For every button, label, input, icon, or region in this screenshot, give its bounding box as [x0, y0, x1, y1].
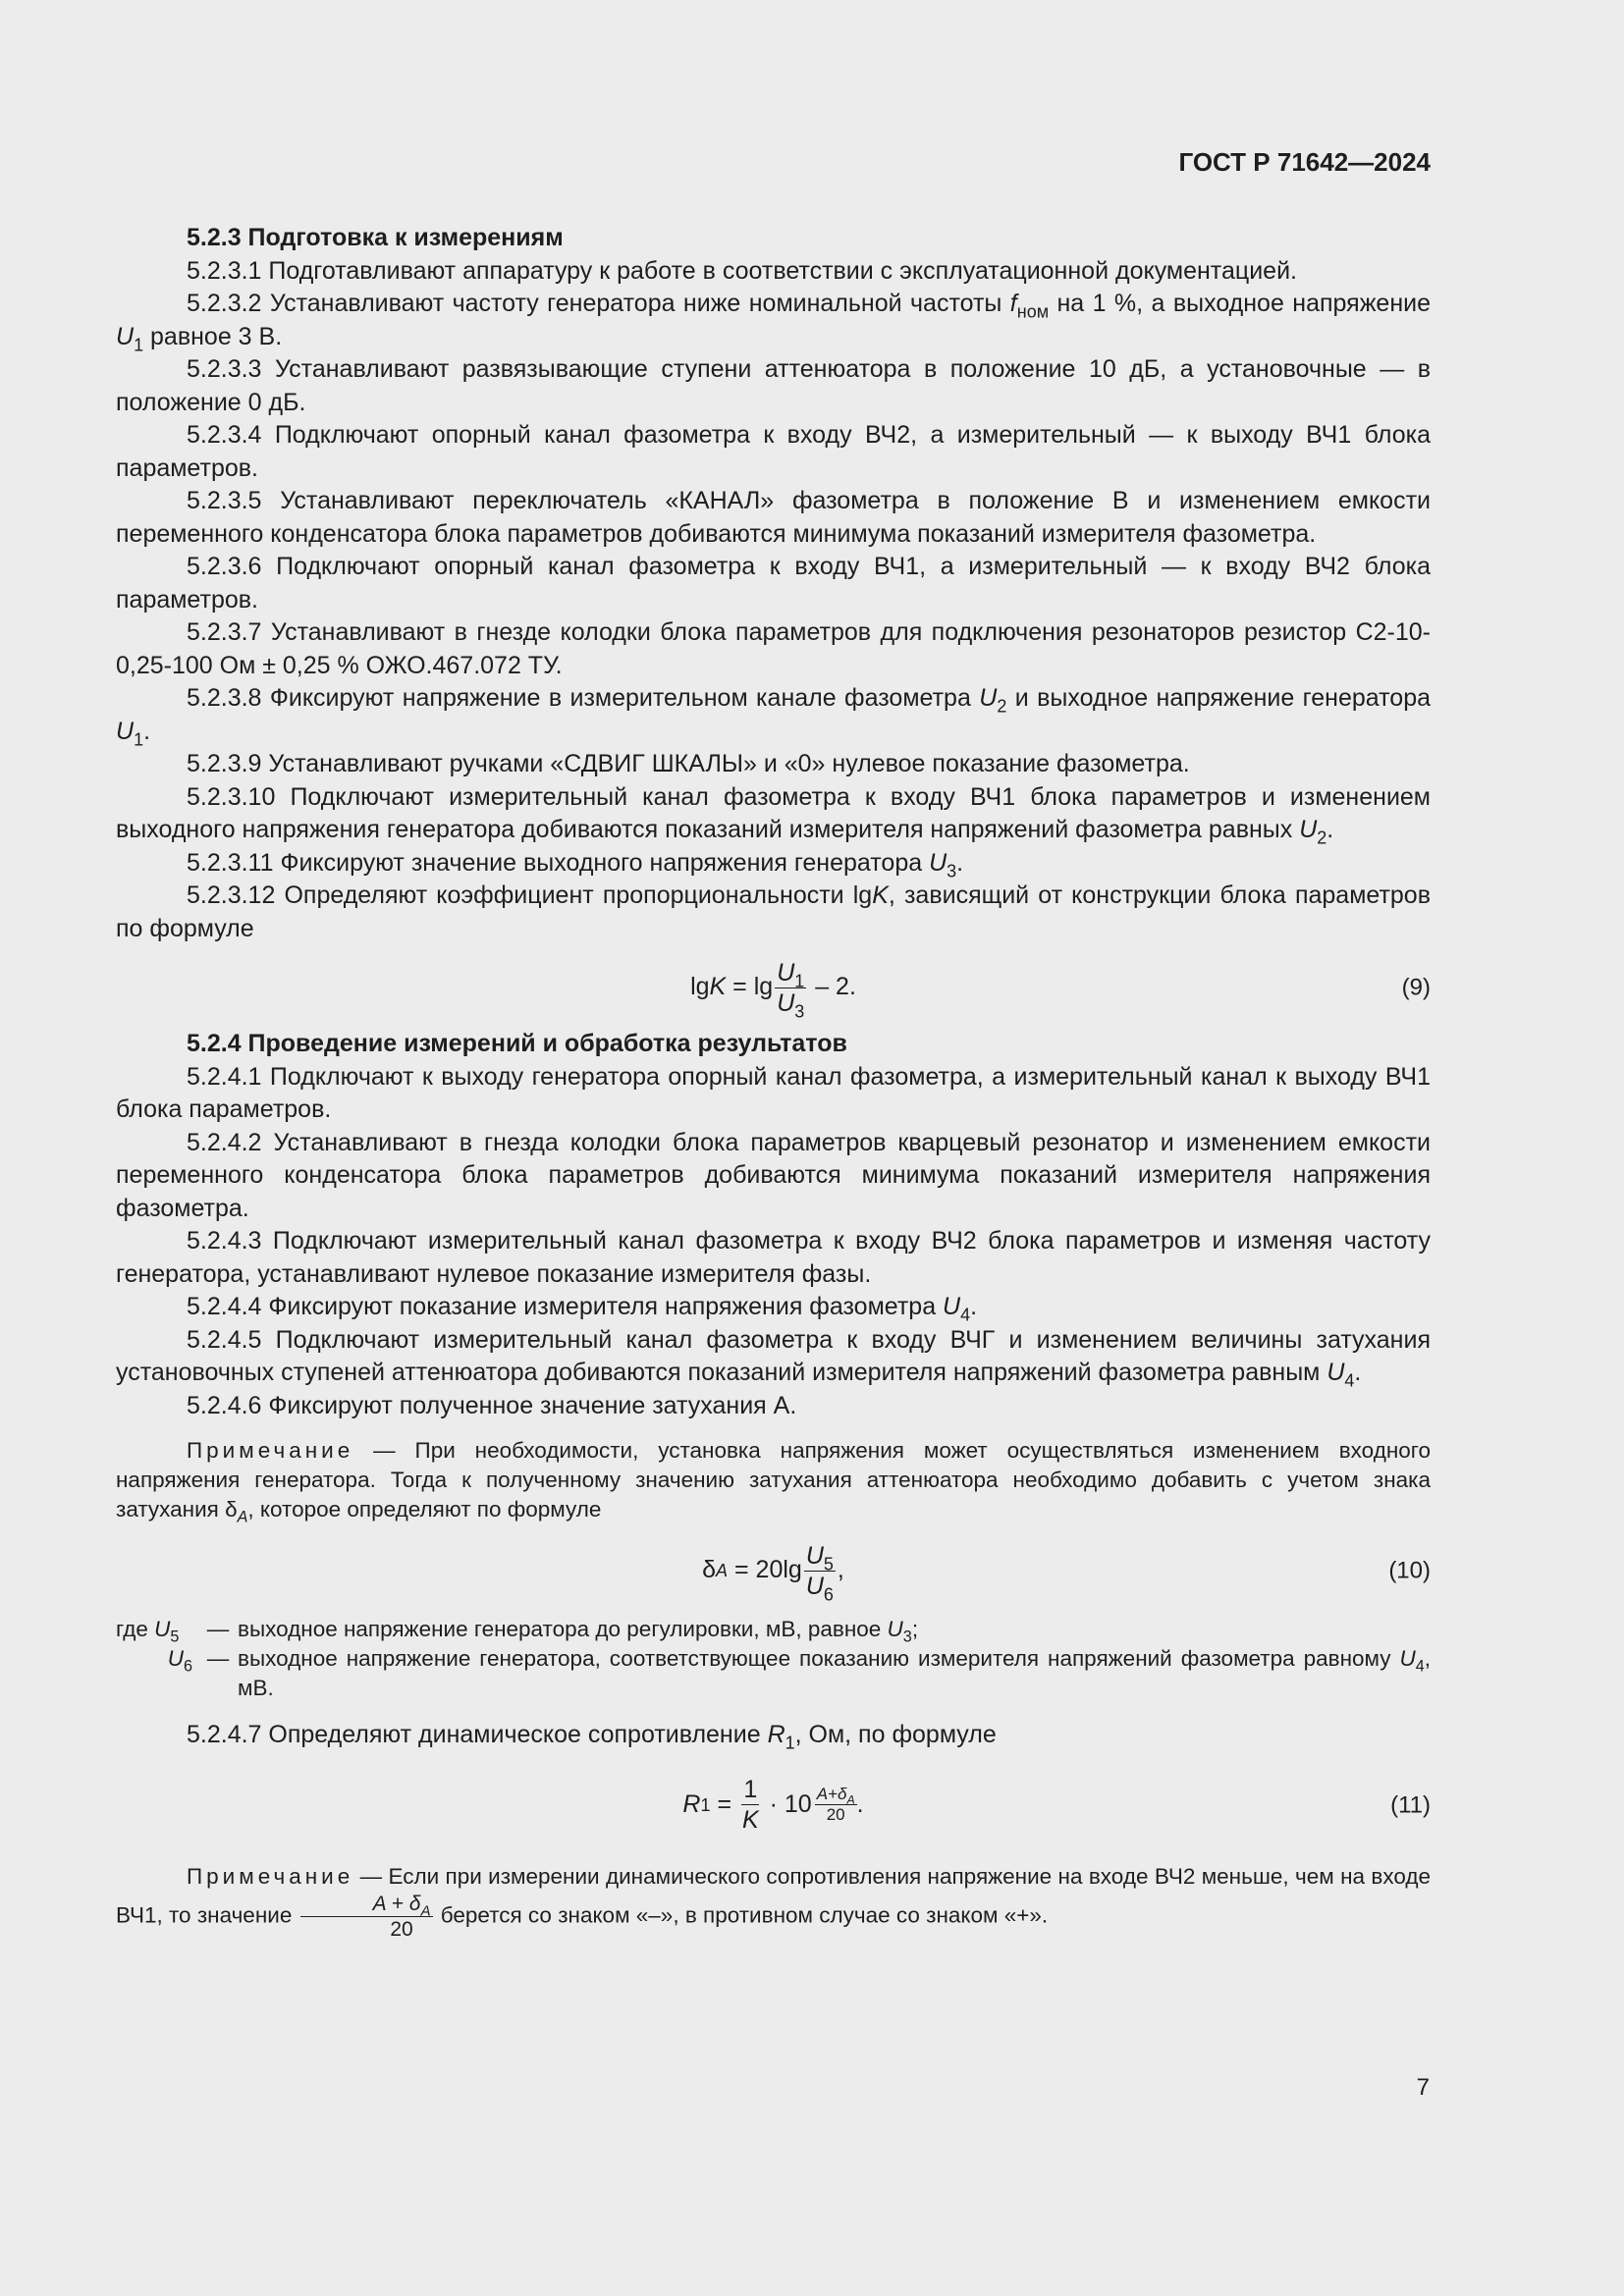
paragraph: 5.2.3.5 Устанавливают переключатель «КАНАЛ» фазометра в положение В и изменением емкости переменного конденсатора блока параметров добиваются минимума показаний измерителя фазометра. — [116, 487, 1431, 548]
paragraph: 5.2.4.1 Подключают к выходу генератора опорный канал фазометра, а измерительный канал к выходу ВЧ1 блока параметров. — [116, 1062, 1431, 1123]
paragraph: 5.2.4.2 Устанавливают в гнезда колодки блока параметров кварцевый резонатор и изменением емкости переменного конденсатора блока параметров добиваются минимума показаний измерителя напряжения фазометра. — [116, 1128, 1431, 1222]
paragraph: 5.2.4.3 Подключают измерительный канал фазометра к входу ВЧ2 блока параметров и изменяя частоту генератора, устанавливают нулевое показание измерителя фазы. — [116, 1227, 1431, 1288]
paragraph: 5.2.3.7 Устанавливают в гнезде колодки блока параметров для подключения резонаторов резистор С2-10-0,25-100 Ом ± 0,25 % ОЖО.467.072 ТУ. — [116, 618, 1431, 679]
fraction: $\frac{U_5}{U_6}$ — [805, 1541, 834, 1604]
equation-9: lg K = lg $\frac{U_1}{U_3}$ – 2. (9) — [690, 958, 1431, 1021]
fraction: $\frac{U_1}{U_3}$ — [777, 958, 805, 1021]
paragraph: 5.2.3.11 Фиксируют значение выходного напряжения генератора $U_3$. — [187, 848, 964, 881]
paragraph: 5.2.4.6 Фиксируют полученное значение затухания А. — [187, 1391, 797, 1419]
exponent-fraction: $\frac{A+\delta_A}{20}$ — [816, 1784, 855, 1824]
paragraph: 5.2.3.8 Фиксируют напряжение в измерительном канале фазометра $U_2$ и выходное напряжение генератора $U_1$. — [116, 684, 1431, 749]
paragraph: 5.2.3.6 Подключают опорный канал фазометра к входу ВЧ1, а измерительный — к входу ВЧ2 блока параметров. — [116, 553, 1431, 614]
section-title: 5.2.3 Подготовка к измерениям — [187, 224, 564, 251]
fraction: $\frac{A + \delta_A}{20}$ — [300, 1892, 433, 1942]
definition: выходное напряжение генератора до регулировки, мВ, равное $U_3$; — [238, 1617, 919, 1646]
paragraph: 5.2.3.12 Определяют коэффициент пропорциональности lgK, зависящий от конструкции блока параметров по формуле — [116, 881, 1431, 942]
equation-10: δ A = 20lg $\frac{U_5}{U_6}$ , (10) — [702, 1541, 1431, 1604]
paragraph: 5.2.3.1 Подготавливают аппаратуру к работе в соответствии с эксплуатационной документацией. — [187, 256, 1297, 285]
fraction: $\frac{1}{K}$ — [742, 1776, 759, 1834]
equation-11: R 1 = $\frac{1}{K}$ · 10 $\frac{A+\delta_A}{20}$ . (11) — [682, 1776, 1431, 1834]
document-id: ГОСТ Р 71642—2024 — [1178, 147, 1431, 177]
paragraph: 5.2.4.5 Подключают измерительный канал фазометра к входу ВЧГ и изменением величины затухания установочных ступеней аттенюатора добиваются показаний измерителя напряжений фазометра равным $U_4$. — [116, 1325, 1431, 1391]
page-number: 7 — [1416, 2074, 1430, 2101]
paragraph: 5.2.3.9 Устанавливают ручками «СДВИГ ШКАЛЫ» и «0» нулевое показание фазометра. — [187, 750, 1190, 777]
equation-number: (11) — [1390, 1790, 1431, 1818]
paragraph: 5.2.3.10 Подключают измерительный канал фазометра к входу ВЧ1 блока параметров и изменением выходного напряжения генератора добиваются показаний измерителя напряжений фазометра равных $U_2$. — [116, 782, 1431, 848]
paragraph: 5.2.3.3 Устанавливают развязывающие ступени аттенюатора в положение 10 дБ, а установочные — в положение 0 дБ. — [116, 355, 1431, 416]
paragraph: 5.2.3.2 Устанавливают частоту генератора ниже номинальной частоты $f_{ном}$ на 1 %, а выходное напряжение $U_1$ равное 3 В. — [116, 290, 1431, 354]
equation-number: (10) — [1388, 1557, 1431, 1584]
document-body — [116, 222, 1431, 1942]
definition: выходное напряжение генератора, соответствующее показанию измерителя напряжений фазометра равному $U_4$, мВ. — [238, 1646, 1431, 1700]
note: Примечание — Если при измерении динамического сопротивления напряжение на входе ВЧ2 меньше, чем на входе ВЧ1, то значение $\frac{A + \delta_A}{20}$ берется со знаком «–», в противном случае со знаком «+». — [116, 1863, 1431, 1941]
section-title: 5.2.4 Проведение измерений и обработка результатов — [187, 1030, 847, 1057]
note: Примечание — При необходимости, установка напряжения может осуществляться изменением входного напряжения генератора. Тогда к полученному значению затухания аттенюатора необходимо добавить с учетом знака затухания $\delta_A$, которое определяют по формуле — [116, 1438, 1431, 1526]
where-block: где $U_5$ — выходное напряжение генератора до регулировки, мВ, равное $U_3$; $U_6$ — выходное напряжение генератора, соответствующее показанию измерителя напряжений фазометра равному $U_4$, мВ. — [116, 1615, 1431, 1703]
paragraph: 5.2.3.4 Подключают опорный канал фазометра к входу ВЧ2, а измерительный — к выходу ВЧ1 блока параметров. — [116, 421, 1431, 482]
paragraph: 5.2.4.4 Фиксируют показание измерителя напряжения фазометра $U_4$. — [187, 1293, 978, 1325]
equation-number: (9) — [1401, 974, 1431, 1001]
paragraph: 5.2.4.7 Определяют динамическое сопротивление $R_1$, Ом, по формуле — [187, 1721, 997, 1753]
